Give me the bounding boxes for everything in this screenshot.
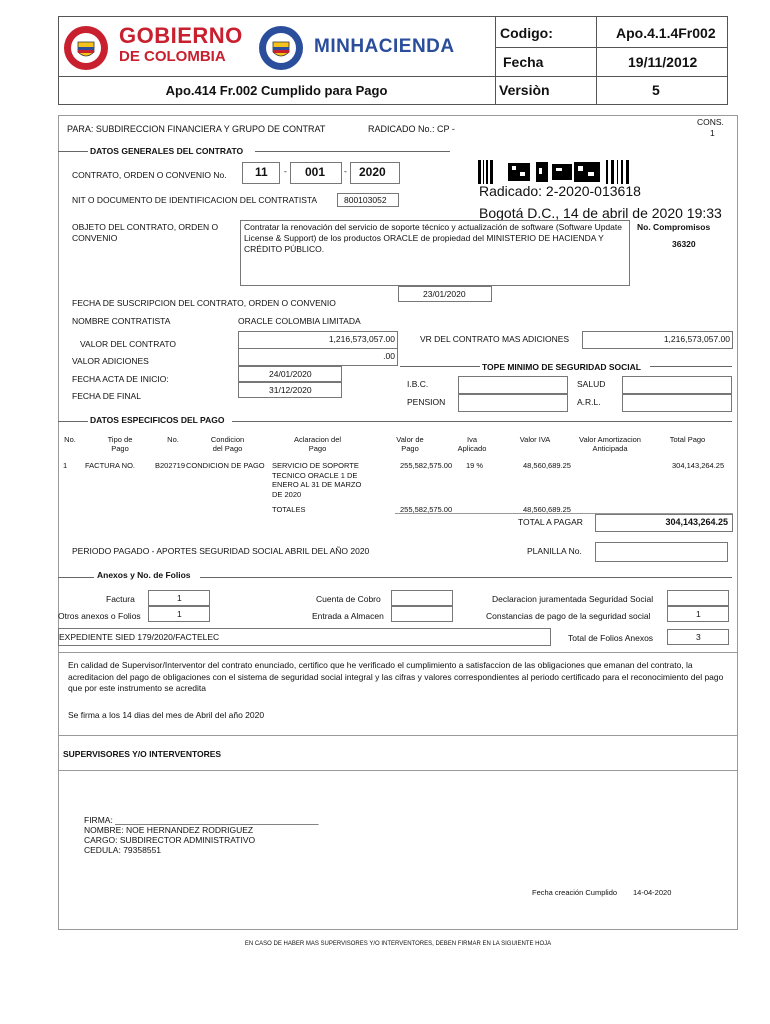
constancias-value[interactable]: 1 [667, 606, 729, 622]
cons-label: CONS. [697, 117, 724, 127]
gobierno-logo [63, 22, 258, 74]
row-iva: 19 % [466, 461, 484, 470]
entrada-field[interactable] [391, 606, 453, 622]
ibc-field[interactable] [458, 376, 568, 394]
adiciones-label: VALOR ADICIONES [72, 356, 149, 366]
contrato-label: CONTRATO, ORDEN O CONVENIO No. [72, 170, 227, 180]
firma-fecha: Se firma a los 14 dias del mes de Abril del año 2020 [68, 710, 265, 720]
fecha-label: Fecha [503, 54, 544, 70]
tope-label: TOPE MINIMO DE SEGURIDAD SOCIAL [482, 362, 641, 372]
cuenta-label: Cuenta de Cobro [316, 594, 381, 604]
gobierno-line1: GOBIERNO [119, 23, 243, 48]
totales-iva: 48,560,689.25 [523, 505, 571, 514]
objeto-label: OBJETO DEL CONTRATO, ORDEN O CONVENIO [72, 222, 219, 243]
row-aclaracion: SERVICIO DE SOPORTE TECNICO ORACLE 1 DE ENERO AL 31 DE MARZO DE 2020 [272, 461, 362, 499]
firma-line: FIRMA: ___________________________________________ [84, 815, 319, 825]
totales-label: TOTALES [272, 505, 306, 514]
page-title: Apo.414 Fr.002 Cumplido para Pago [165, 83, 388, 98]
declaracion-label: Declaracion juramentada Seguridad Social [492, 594, 654, 604]
constancias-label: Constancias de pago de la seguridad social [486, 611, 651, 621]
inicio-label: FECHA ACTA DE INICIO: [72, 374, 169, 384]
cons-value: 1 [710, 128, 715, 138]
periodo-text: PERIODO PAGADO - APORTES SEGURIDAD SOCIAL ABRIL DEL AÑO 2020 [72, 546, 370, 556]
row-no: 1 [63, 461, 68, 470]
codigo-label: Codigo: [500, 25, 553, 41]
arl-field[interactable] [622, 394, 732, 412]
col-aclaracion: Aclaracion del Pago [293, 435, 342, 453]
factura-value[interactable]: 1 [148, 590, 210, 606]
row-tipo: FACTURA NO. [85, 461, 136, 470]
datos-especificos-title: DATOS ESPECIFICOS DEL PAGO [90, 415, 225, 425]
supervisor-cedula: CEDULA: 79358551 [84, 845, 162, 855]
version-label: Versiòn [499, 82, 550, 98]
col-num: No. [167, 435, 179, 444]
anexos-title: Anexos y No. de Folios [97, 570, 191, 580]
col-valor-iva: Valor IVA [519, 435, 551, 444]
row-condicion: CONDICION DE PAGO [186, 461, 265, 470]
row-valor: 255,582,575.00 [400, 461, 453, 470]
total-folios-label: Total de Folios Anexos [568, 633, 654, 643]
nombre-value: ORACLE COLOMBIA LIMITADA [238, 316, 361, 326]
vr-adiciones-value[interactable]: 1,216,573,057.00 [582, 331, 733, 349]
adiciones-value[interactable]: .00 [238, 348, 398, 366]
planilla-label: PLANILLA No. [527, 546, 582, 556]
compromisos-value: 36320 [672, 239, 696, 249]
factura-label: Factura [106, 594, 135, 604]
salud-field[interactable] [622, 376, 732, 394]
total-pagar-value[interactable]: 304,143,264.25 [595, 514, 733, 532]
compromisos-label: No. Compromisos [637, 222, 711, 232]
valor-contrato-label: VALOR DEL CONTRATO [80, 339, 177, 349]
planilla-field[interactable] [595, 542, 728, 562]
contrato-n1[interactable]: 11 [242, 162, 280, 184]
col-total: Total Pago [669, 435, 706, 444]
ibc-label: I.B.C. [407, 379, 429, 389]
radicado-label: RADICADO No.: CP - [368, 124, 455, 134]
contrato-n2[interactable]: 001 [290, 162, 342, 184]
arl-label: A.R.L. [577, 397, 601, 407]
total-pagar-label: TOTAL A PAGAR [518, 517, 583, 527]
para-label: PARA: SUBDIRECCION FINANCIERA Y GRUPO DE CONTRAT [67, 124, 326, 134]
col-tipo: Tipo de Pago [107, 435, 133, 453]
otros-label: Otros anexos o Folios [58, 611, 141, 621]
contrato-n3[interactable]: 2020 [350, 162, 400, 184]
minhacienda-logo [258, 22, 478, 74]
final-value[interactable]: 31/12/2020 [238, 382, 342, 398]
total-folios-value[interactable]: 3 [667, 629, 729, 645]
pension-label: PENSION [407, 397, 446, 407]
colombia-seal-icon [63, 25, 109, 71]
valor-contrato-value[interactable]: 1,216,573,057.00 [238, 331, 398, 349]
codigo-value: Apo.4.1.4Fr002 [616, 25, 716, 41]
supervisores-title: SUPERVISORES Y/O INTERVENTORES [63, 749, 222, 759]
vr-adiciones-label: VR DEL CONTRATO MAS ADICIONES [420, 334, 570, 344]
suscripcion-value[interactable]: 23/01/2020 [398, 286, 492, 302]
footer-note: EN CASO DE HABER MAS SUPERVISORES Y/O INTERVENTORES, DEBEN FIRMAR EN LA SIGUIENTE HOJA [244, 941, 552, 947]
col-iva: Iva Aplicado [457, 435, 487, 453]
col-valor: Valor de Pago [396, 435, 424, 453]
objeto-text[interactable]: Contratar la renovación del servicio de soporte técnico y actualización de software (Software Update License & Support) de los productos ORACLE de propiedad del MINISTERIO DE HACIENDA Y CRÉDITO PÚBLICO. [240, 220, 630, 286]
row-num: B202719 [155, 461, 186, 470]
gobierno-line2: DE COLOMBIA [119, 48, 226, 65]
cuenta-field[interactable] [391, 590, 453, 606]
fecha-creacion-label: Fecha creación Cumplido [532, 888, 618, 897]
row-total: 304,143,264.25 [672, 461, 725, 470]
col-amortizacion: Valor Amortizacion Anticipada [579, 435, 641, 453]
entrada-label: Entrada a Almacen [312, 611, 384, 621]
otros-value[interactable]: 1 [148, 606, 210, 622]
totales-valor: 255,582,575.00 [400, 505, 453, 514]
inicio-value[interactable]: 24/01/2020 [238, 366, 342, 382]
nit-label: NIT O DOCUMENTO DE IDENTIFICACION DEL CONTRATISTA [72, 195, 318, 205]
radicado-stamp: Radicado: 2-2020-013618 [479, 183, 641, 199]
fecha-value: 19/11/2012 [628, 54, 698, 70]
col-no: No. [64, 435, 76, 444]
barcode-icon [478, 160, 638, 184]
datos-generales-title: DATOS GENERALES DEL CONTRATO [90, 146, 244, 156]
expediente-field[interactable]: EXPEDIENTE SIED 179/2020/FACTELEC [58, 628, 551, 646]
final-label: FECHA DE FINAL [72, 391, 141, 401]
fecha-creacion-value: 14-04-2020 [633, 888, 672, 897]
supervisor-cargo: CARGO: SUBDIRECTOR ADMINISTRATIVO [84, 835, 256, 845]
col-condicion: Condicion del Pago [210, 435, 245, 453]
supervisor-nombre: NOMBRE: NOE HERNANDEZ RODRIGUEZ [84, 825, 254, 835]
minhacienda-seal-icon [258, 25, 304, 71]
salud-label: SALUD [577, 379, 606, 389]
pension-field[interactable] [458, 394, 568, 412]
bogota-stamp: Bogotá D.C., 14 de abril de 2020 19:33 [479, 205, 722, 221]
minhacienda-text: MINHACIENDA [314, 36, 455, 57]
declaracion-field[interactable] [667, 590, 729, 606]
certification-text: En calidad de Supervisor/Interventor del contrato enunciado, certifico que he verificado el cumplimiento a satisfaccion de las obligaciones que emanan del contrato, la acreditacion del pago de obligaciones con el sistema de seguridad social integral y las cifras y valores correspondientes al periodo certificado para el reconocimiento del pago que por este instrumento se acredita [68, 660, 724, 693]
row-valor-iva: 48,560,689.25 [523, 461, 571, 470]
version-value: 5 [652, 82, 660, 98]
suscripcion-label: FECHA DE SUSCRIPCION DEL CONTRATO, ORDEN O CONVENIO [72, 298, 336, 308]
nombre-label: NOMBRE CONTRATISTA [72, 316, 171, 326]
nit-value[interactable]: 800103052 [337, 193, 399, 207]
